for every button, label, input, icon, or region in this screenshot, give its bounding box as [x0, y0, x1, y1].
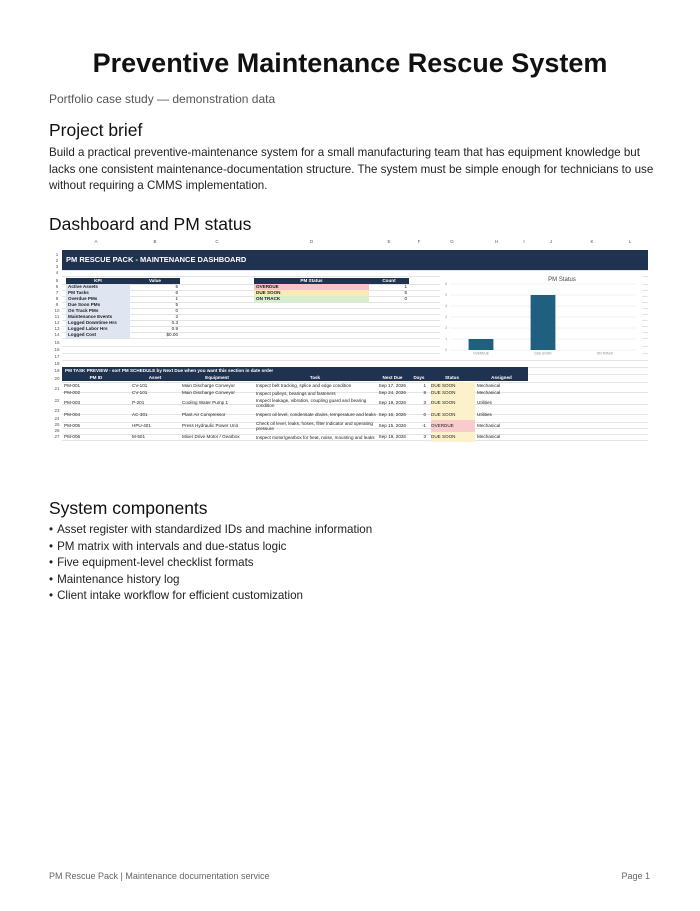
footer-left: PM Rescue Pack | Maintenance documentation service — [49, 871, 270, 881]
components-heading: System components — [49, 498, 208, 518]
chart-bar — [531, 295, 556, 350]
column-header: I — [523, 239, 525, 244]
kpi-label: Logged Cost — [66, 332, 130, 338]
table-cell: PM-005 — [64, 423, 81, 428]
status-count: 5 — [404, 290, 407, 295]
row-number: 19 — [54, 368, 60, 373]
chart-y-tick-label: 4 — [445, 304, 447, 309]
kpi-label: Maintenance Events — [66, 314, 130, 320]
preview-column-header: Assigned — [475, 374, 528, 381]
table-cell: Mechanical — [477, 383, 501, 388]
status-label: DUE SOON — [254, 290, 369, 296]
spreadsheet-screenshot — [52, 238, 648, 478]
table-cell: Mixer Drive Motor / Gearbox — [182, 434, 240, 439]
chart-x-tick-label: OVERDUE — [473, 351, 489, 356]
column-header: H — [494, 239, 499, 244]
table-cell: PM-001 — [64, 383, 81, 388]
dashboard-banner: PM RESCUE PACK - MAINTENANCE DASHBOARD — [62, 250, 648, 270]
kpi-header: KPI — [66, 278, 130, 284]
row-number: 15 — [54, 340, 60, 345]
document-subtitle: Portfolio case study — demonstration data — [49, 92, 276, 106]
column-header: E — [387, 239, 391, 244]
table-cell: Sep 24, 2026 — [378, 390, 406, 395]
table-cell: Inspect oil level, condensate drains, temperature and leaks — [256, 412, 376, 417]
component-item: • Asset register with standardized IDs and machine information — [49, 522, 372, 539]
column-header: L — [628, 239, 632, 244]
row-number: 10 — [54, 308, 60, 313]
table-cell: AC-301 — [132, 412, 148, 417]
table-cell: Press Hydraulic Power Unit — [182, 423, 238, 428]
table-cell: Sep 19, 2026 — [378, 400, 406, 405]
grid-line — [62, 360, 648, 361]
table-cell: Check oil level, leaks, hoses, filter indicator and operating pressure — [256, 421, 373, 431]
table-cell: Mechanical — [477, 423, 501, 428]
row-number: 16 — [54, 347, 60, 352]
table-cell: M-501 — [132, 434, 146, 439]
row-number: 2 — [55, 258, 59, 263]
table-cell: Main Discharge Conveyor — [182, 390, 235, 395]
column-header: G — [450, 239, 454, 244]
table-cell: PM-003 — [64, 400, 81, 405]
table-cell: -1 — [421, 423, 426, 428]
column-header: J — [549, 239, 553, 244]
kpi-label: Logged Downtime Hrs — [66, 320, 130, 326]
table-cell: Sep 19, 2026 — [378, 434, 406, 439]
table-cell: Sep 16, 2026 — [378, 412, 406, 417]
row-number: 21 — [54, 386, 60, 391]
table-cell: CV-101 — [132, 383, 148, 388]
table-cell: 3 — [423, 400, 426, 405]
chart-bar — [469, 339, 494, 350]
table-cell: Utilities — [477, 400, 492, 405]
row-number: 17 — [54, 354, 60, 359]
table-cell: PM-006 — [64, 434, 81, 439]
row-number: 1 — [55, 252, 59, 257]
kpi-value: 6 — [175, 290, 178, 295]
kpi-value: $0.00 — [166, 332, 178, 337]
table-cell: Mechanical — [477, 390, 501, 395]
preview-column-header: Next Due — [376, 374, 409, 381]
status-count: 1 — [404, 284, 407, 289]
kpi-label: PM Tasks — [66, 290, 130, 296]
row-number: 5 — [55, 278, 59, 283]
components-list — [49, 522, 372, 605]
component-item: • PM matrix with intervals and due-status logic — [49, 539, 372, 556]
chart-x-tick-label: ON TRACK — [596, 351, 614, 356]
row-number: 20 — [54, 376, 60, 381]
table-cell: Inspect belt tracking, splice and edge condition — [256, 383, 352, 388]
table-cell: P-201 — [132, 400, 145, 405]
status-label: OVERDUE — [254, 284, 369, 290]
row-number: 6 — [55, 284, 59, 289]
table-cell: PM-002 — [64, 390, 81, 395]
kpi-label: Due Soon PMs — [66, 302, 130, 308]
row-number: 3 — [55, 264, 59, 269]
row-number: 27 — [54, 434, 60, 439]
table-cell: Sep 17, 2026 — [378, 383, 406, 388]
column-header: A — [94, 239, 98, 244]
row-number: 24 — [54, 416, 60, 421]
kpi-label: Logged Labor Hrs — [66, 326, 130, 332]
grid-line — [62, 270, 648, 271]
table-cell: 8 — [423, 390, 426, 395]
table-cell: Utilities — [477, 412, 492, 417]
component-item: • Client intake workflow for efficient customization — [49, 588, 372, 605]
value-header: Value — [130, 278, 180, 284]
row-number: 13 — [54, 326, 60, 331]
table-cell: DUE SOON — [431, 409, 475, 420]
table-cell: Main Discharge Conveyor — [182, 383, 235, 388]
dashboard-heading: Dashboard and PM status — [49, 214, 252, 234]
preview-column-header: PM ID — [62, 374, 130, 381]
row-number: 23 — [54, 408, 60, 413]
table-cell: Plant Air Compressor — [182, 412, 226, 417]
kpi-label: On Track PMs — [66, 308, 130, 314]
pm-status-chart — [440, 274, 642, 358]
row-number: 22 — [54, 398, 60, 403]
table-cell: DUE SOON — [431, 382, 475, 389]
component-item: • Five equipment-level checklist formats — [49, 555, 372, 572]
table-cell: 1 — [423, 383, 426, 388]
chart-y-tick-label: 3 — [445, 315, 447, 320]
table-cell: Inspect leakage, vibration, coupling guard and bearing condition — [256, 398, 367, 408]
preview-column-header: Equipment — [180, 374, 254, 381]
chart-svg — [440, 274, 642, 358]
preview-banner: PM TASK PREVIEW - sort PM SCHEDULE by Next Due when you want this section in date order — [62, 367, 528, 374]
row-number: 18 — [54, 361, 60, 366]
chart-y-tick-label: 1 — [445, 337, 447, 342]
kpi-value: 0.9 — [171, 326, 178, 331]
kpi-value: 0 — [175, 308, 178, 313]
kpi-label: Active Assets — [66, 284, 130, 290]
table-cell: Inspect pulleys, bearings and fasteners — [256, 390, 336, 396]
table-cell: DUE SOON — [431, 397, 475, 409]
kpi-value: 2 — [175, 314, 178, 319]
document-title: Preventive Maintenance Rescue System — [92, 48, 608, 78]
preview-column-header: Task — [254, 374, 376, 381]
row-number: 8 — [55, 296, 59, 301]
chart-x-tick-label: DUE SOON — [534, 351, 552, 356]
page-number: Page 1 — [621, 871, 650, 881]
table-cell: 3 — [423, 434, 426, 439]
kpi-value: 1 — [175, 296, 178, 301]
brief-heading: Project brief — [49, 120, 143, 140]
column-header: K — [590, 239, 594, 244]
kpi-value: 0.3 — [171, 320, 178, 325]
table-cell: PM-004 — [64, 412, 81, 417]
preview-column-header: Status — [429, 374, 475, 381]
row-number: 4 — [55, 270, 59, 275]
chart-y-tick-label: 6 — [445, 282, 447, 287]
table-cell: Cooling Water Pump 1 — [182, 400, 229, 405]
status-count: 0 — [404, 296, 407, 301]
row-number: 11 — [54, 314, 60, 319]
table-cell: Sep 15, 2026 — [378, 423, 406, 428]
table-cell: CV-101 — [132, 390, 148, 395]
table-cell: Mechanical — [477, 434, 501, 439]
table-cell: Inspect motor/gearbox for heat, noise, mounting and leaks — [256, 434, 375, 440]
row-number: 26 — [54, 428, 60, 433]
column-header: B — [153, 239, 157, 244]
chart-title: PM Status — [548, 277, 576, 283]
chart-y-tick-label: 0 — [445, 348, 447, 353]
table-cell: 0 — [423, 412, 426, 417]
preview-column-header: Days — [409, 374, 429, 381]
brief-text: Build a practical preventive-maintenance system for a small manufacturing team that has equipment knowledge but lacks one consistent maintenance-documentation structure. The system must be simple enough for technicians to use without requiring a CMMS implementation. — [49, 146, 654, 192]
row-number: 7 — [55, 290, 59, 295]
preview-column-header: Asset — [130, 374, 180, 381]
column-header: C — [215, 239, 219, 244]
row-number: 14 — [54, 332, 60, 337]
table-cell: HPU-401 — [132, 423, 151, 428]
status-label: ON TRACK — [254, 296, 369, 302]
pm-status-header: PM Status — [254, 278, 369, 284]
table-cell: DUE SOON — [431, 432, 475, 442]
column-header: F — [417, 239, 421, 244]
count-header: Count — [369, 278, 409, 284]
chart-y-tick-label: 2 — [445, 326, 447, 331]
component-item: • Maintenance history log — [49, 572, 372, 589]
kpi-value: 5 — [175, 302, 178, 307]
table-cell: OVERDUE — [431, 420, 475, 432]
column-header: D — [309, 239, 314, 244]
row-number: 9 — [55, 302, 59, 307]
kpi-label: Overdue PMs — [66, 296, 130, 302]
row-number: 12 — [54, 320, 60, 325]
chart-y-tick-label: 5 — [445, 293, 447, 298]
kpi-value: 5 — [175, 284, 178, 289]
table-cell: DUE SOON — [431, 389, 475, 397]
row-number: 25 — [54, 422, 60, 427]
